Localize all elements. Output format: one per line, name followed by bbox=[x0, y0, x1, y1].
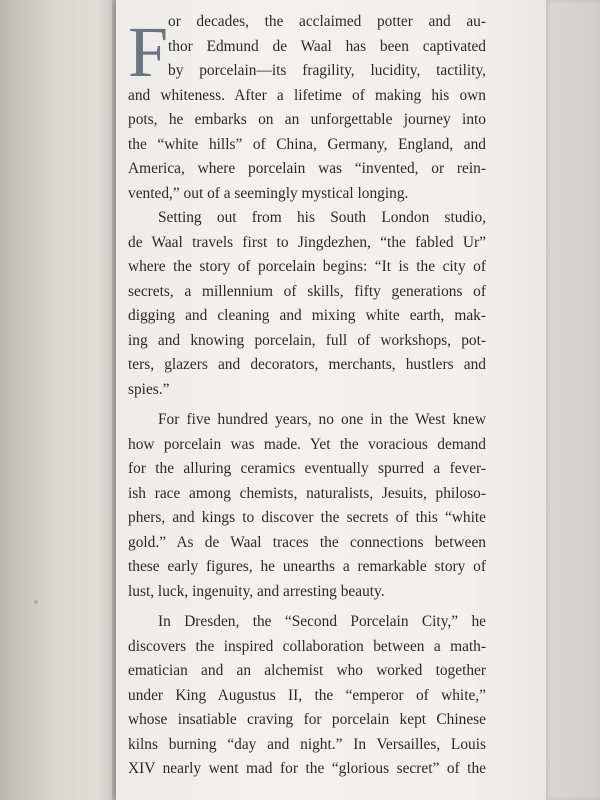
text-line: under King Augustus II, the “emperor of white,” bbox=[128, 686, 486, 704]
text-line: America, where porcelain was “invented, or rein- bbox=[128, 160, 486, 177]
text-line: phers, and kings to discover the secrets of this “white bbox=[128, 509, 486, 526]
body-text bbox=[128, 10, 486, 782]
text-line: XIV nearly went mad for the “glorious secret” of the bbox=[128, 760, 486, 777]
text-line: and whiteness. After a lifetime of making his own bbox=[128, 86, 486, 104]
text-line: secrets, a millennium of skills, fifty generations of bbox=[128, 282, 486, 300]
text-line: these early figures, he unearths a remarkable story of bbox=[128, 558, 486, 575]
right-page-edge bbox=[546, 0, 600, 800]
text-line: or decades, the acclaimed potter and au- bbox=[168, 13, 486, 30]
text-line: spies.” bbox=[128, 380, 170, 398]
text-line: ematician and an alchemist who worked together bbox=[128, 662, 486, 679]
text-line: de Waal travels first to Jingdezhen, “the fabled Ur” bbox=[128, 233, 486, 251]
text-line: digging and cleaning and mixing white earth, mak- bbox=[128, 307, 486, 324]
text-line: thor Edmund de Waal has been captivated bbox=[168, 37, 486, 55]
text-line: how porcelain was made. Yet the voracious demand bbox=[128, 435, 486, 453]
text-line: whose insatiable craving for porcelain kept Chinese bbox=[128, 711, 486, 728]
text-line: the “white hills” of China, Germany, England, and bbox=[128, 135, 486, 153]
text-line: by porcelain—its fragility, lucidity, tactility, bbox=[168, 62, 486, 79]
text-line: ters, glazers and decorators, merchants, hustlers and bbox=[128, 356, 486, 373]
text-line: pots, he embarks on an unforgettable journey into bbox=[128, 111, 486, 128]
text-line: where the story of porcelain begins: “It is the city of bbox=[128, 258, 486, 275]
drop-cap-letter: F bbox=[128, 22, 169, 86]
text-line: ing and knowing porcelain, full of workshops, pot- bbox=[128, 331, 486, 349]
text-line: In Dresden, the “Second Porcelain City,” he bbox=[158, 613, 486, 630]
text-line: ish race among chemists, naturalists, Jesuits, philoso- bbox=[128, 484, 486, 502]
text-line: For five hundred years, no one in the West knew bbox=[158, 411, 486, 428]
text-line: Setting out from his South London studio, bbox=[158, 209, 486, 226]
text-line: discovers the inspired collaboration between a math- bbox=[128, 637, 486, 655]
text-line: for the alluring ceramics eventually spurred a fever- bbox=[128, 460, 486, 477]
paper-spot bbox=[34, 600, 38, 604]
text-line: kilns burning “day and night.” In Versailles, Louis bbox=[128, 735, 486, 753]
text-line: gold.” As de Waal traces the connections between bbox=[128, 533, 486, 551]
text-line: vented,” out of a seemingly mystical longing. bbox=[128, 184, 409, 202]
text-line: lust, luck, ingenuity, and arresting beauty. bbox=[128, 582, 385, 600]
